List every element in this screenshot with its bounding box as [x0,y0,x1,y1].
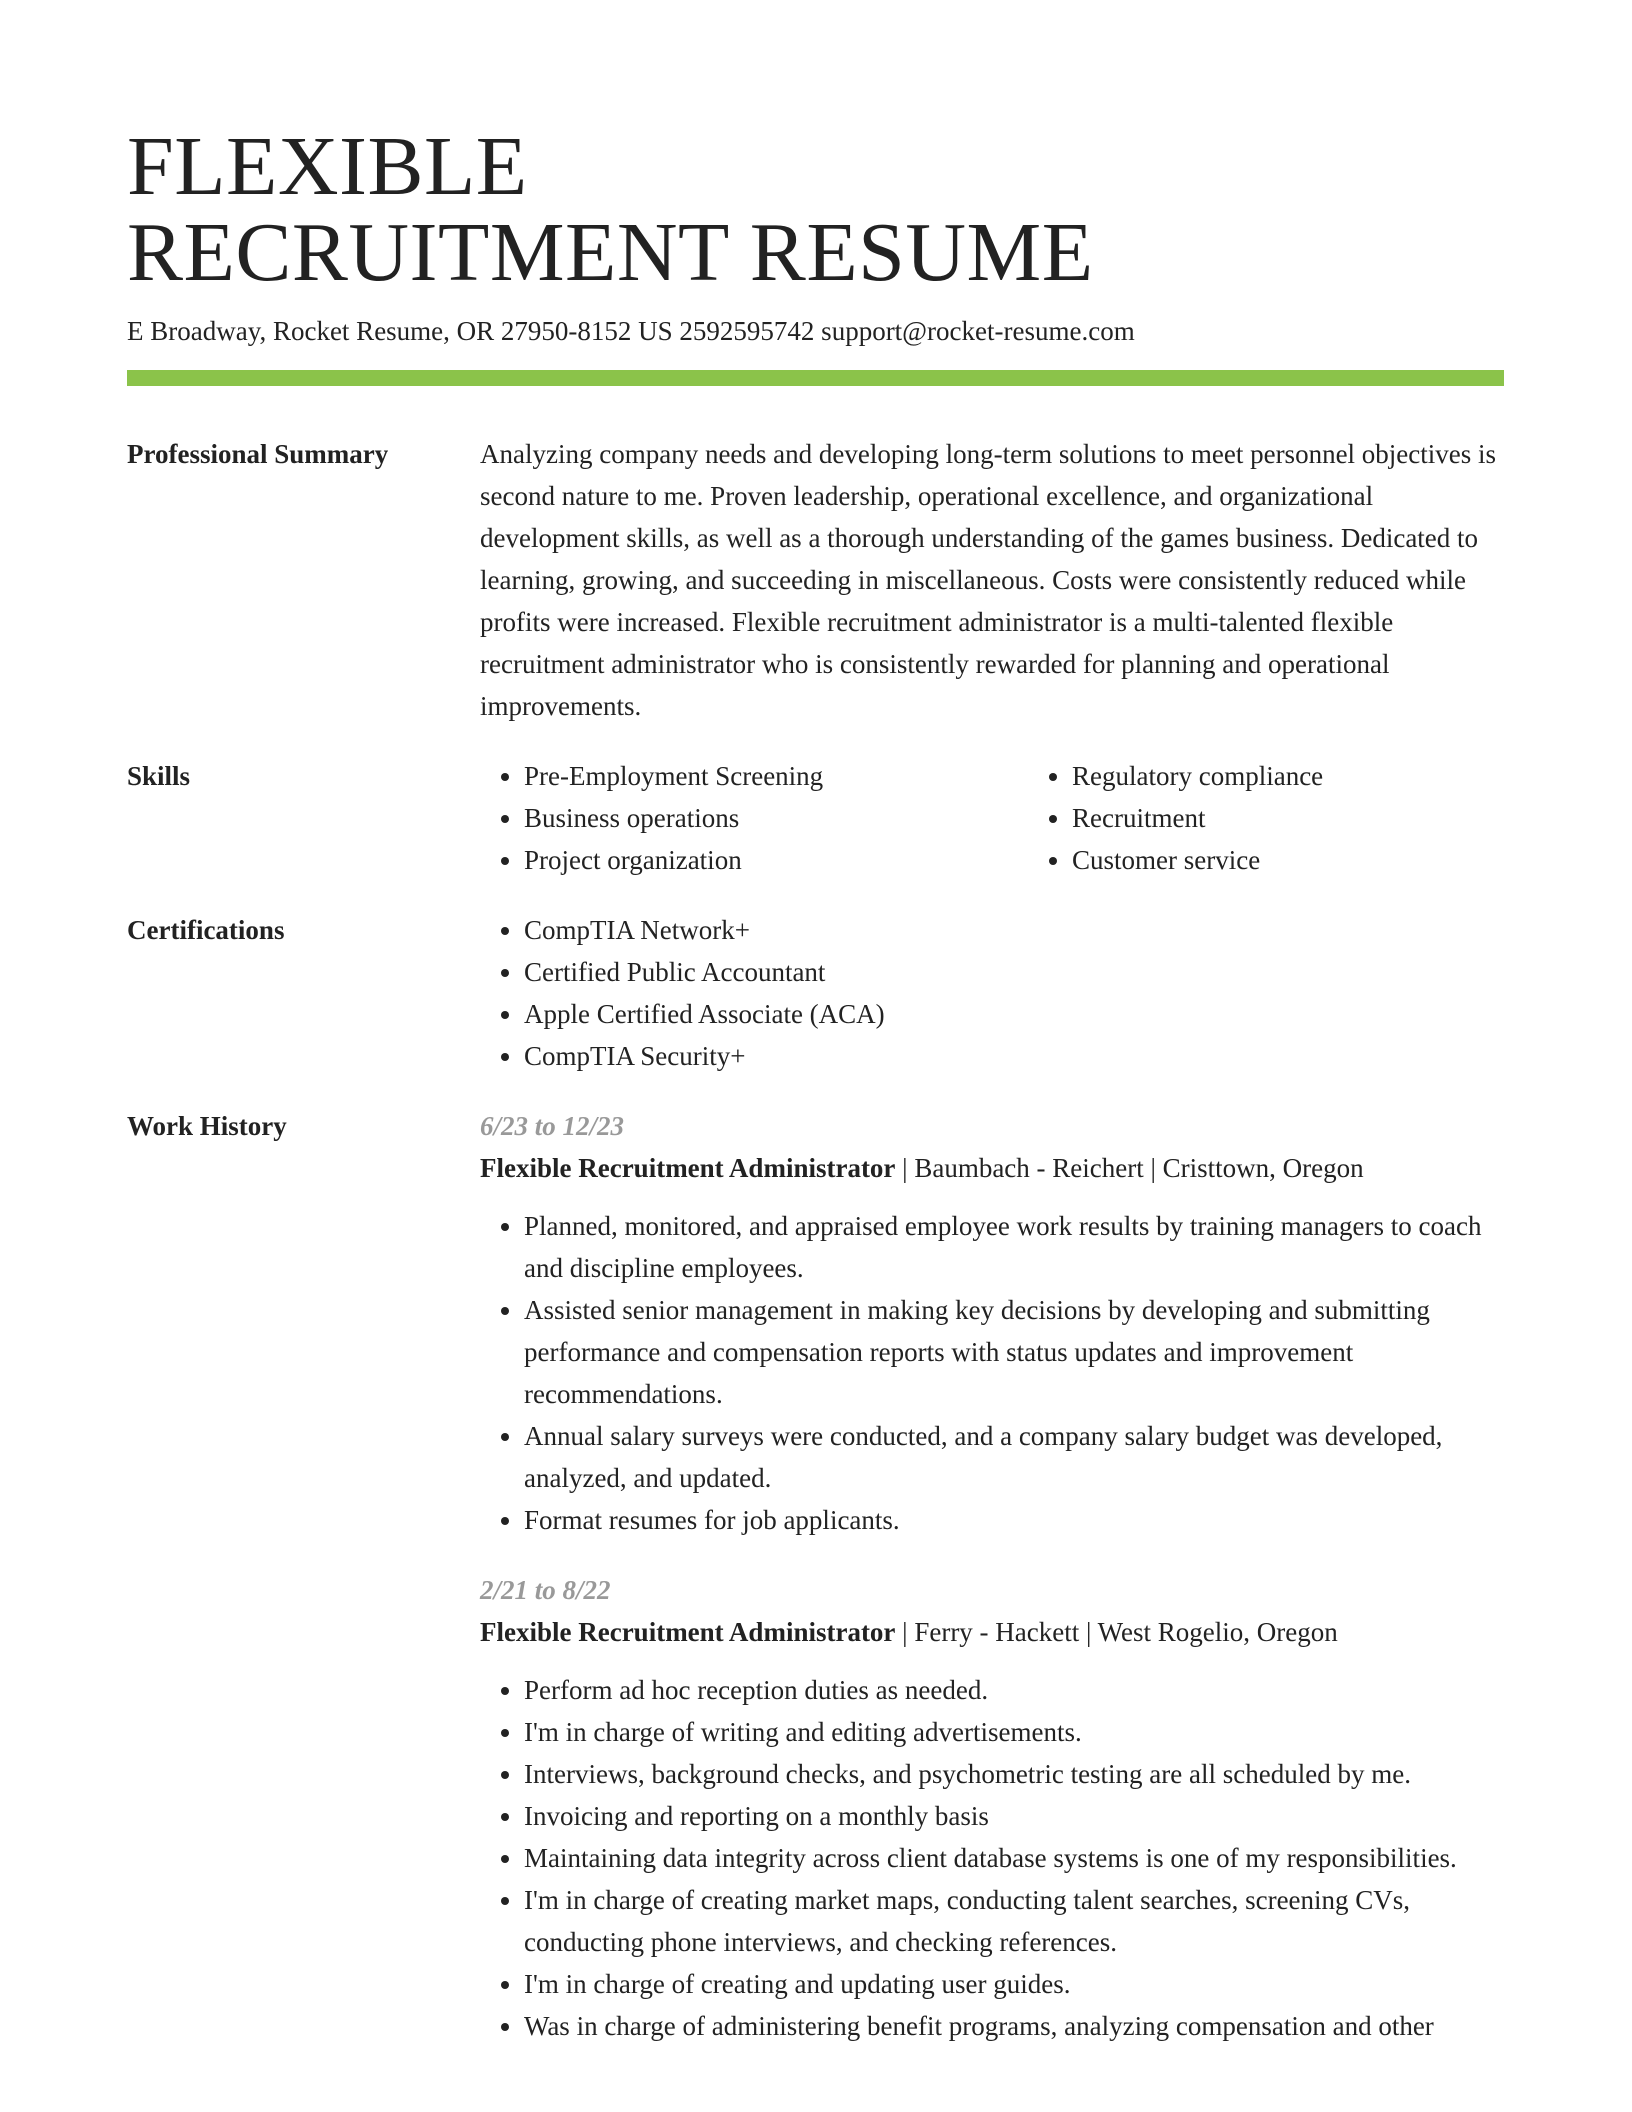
job-dates: 2/21 to 8/22 [480,1575,611,1605]
certification-item: • CompTIA Network+ [524,909,1504,951]
skill-item: • Project organization [524,839,1028,881]
responsibility-item: • Format resumes for job applicants. [524,1499,1504,1541]
job-dates: 6/23 to 12/23 [480,1111,625,1141]
skill-item: • Business operations [524,797,1028,839]
job-heading [480,1147,1504,1189]
responsibility-item: • Maintaining data integrity across client database systems is one of my responsibilities. [524,1837,1504,1879]
responsibility-item: • Invoicing and reporting on a monthly basis [524,1795,1504,1837]
summary-label: Professional Summary [127,439,389,469]
skills-list-right [1028,755,1576,881]
responsibility-item: • Interviews, background checks, and psychometric testing are all scheduled by me. [524,1753,1504,1795]
skills-list-left [480,755,1028,881]
certification-item: • CompTIA Security+ [524,1035,1504,1077]
job-heading [480,1611,1504,1653]
header-divider [127,370,1504,386]
skill-item: • Recruitment [1072,797,1576,839]
certifications-section [127,909,1504,1077]
resume-name [127,120,1504,299]
job-title: Flexible Recruitment Administrator [480,1153,896,1183]
certification-item: • Certified Public Accountant [524,951,1504,993]
skills-section [127,755,1504,881]
responsibility-item: • Perform ad hoc reception duties as needed. [524,1669,1504,1711]
certification-item: • Apple Certified Associate (ACA) [524,993,1504,1035]
responsibility-item: • I'm in charge of creating and updating user guides. [524,1963,1504,2005]
responsibility-item: • I'm in charge of creating market maps, conducting talent searches, screening CVs, conducting phone interviews, and checking references. [524,1879,1504,1963]
job-responsibilities [480,1669,1504,2047]
resume-name-line-2: RECRUITMENT RESUME [127,206,1094,299]
job-employer-location: | Baumbach - Reichert | Cristtown, Oregon [895,1153,1364,1183]
responsibility-item: • I'm in charge of writing and editing advertisements. [524,1711,1504,1753]
job-title: Flexible Recruitment Administrator [480,1617,896,1647]
work-history-label: Work History [127,1111,287,1141]
contact-info: E Broadway, Rocket Resume, OR 27950-8152 US 2592595742 support@rocket-resume.com [127,316,1135,346]
resume-content [127,433,1504,2103]
summary-section [127,433,1504,727]
job-entry [480,1105,1504,1541]
skill-item: • Regulatory compliance [1072,755,1576,797]
job-employer-location: | Ferry - Hackett | West Rogelio, Oregon [895,1617,1338,1647]
responsibility-item: • Was in charge of administering benefit programs, analyzing compensation and other [524,2005,1504,2047]
summary-text: Analyzing company needs and developing long-term solutions to meet personnel objectives is second nature to me. Proven leadership, operational excellence, and organizational development skills, as well as a thorough understanding of the games business. Dedicated to learning, growing, and succeeding in miscellaneous. Costs were consistently reduced while profits were increased. Flexible recruitment administrator is a multi-talented flexible recruitment administrator who is consistently rewarded for planning and operational improvements. [480,439,1497,721]
work-history-section [127,1105,1504,2075]
skill-item: • Customer service [1072,839,1576,881]
job-responsibilities [480,1205,1504,1541]
skills-label: Skills [127,761,191,791]
responsibility-item: • Assisted senior management in making key decisions by developing and submitting performance and compensation reports with status updates and improvement recommendations. [524,1289,1504,1415]
certifications-list [480,909,1504,1077]
job-entry [480,1569,1504,2047]
resume-header [127,120,1504,348]
skill-item: • Pre-Employment Screening [524,755,1028,797]
responsibility-item: • Annual salary surveys were conducted, and a company salary budget was developed, analyzed, and updated. [524,1415,1504,1499]
resume-name-line-1: FLEXIBLE [127,120,528,213]
responsibility-item: • Planned, monitored, and appraised employee work results by training managers to coach and discipline employees. [524,1205,1504,1289]
certifications-label: Certifications [127,915,285,945]
